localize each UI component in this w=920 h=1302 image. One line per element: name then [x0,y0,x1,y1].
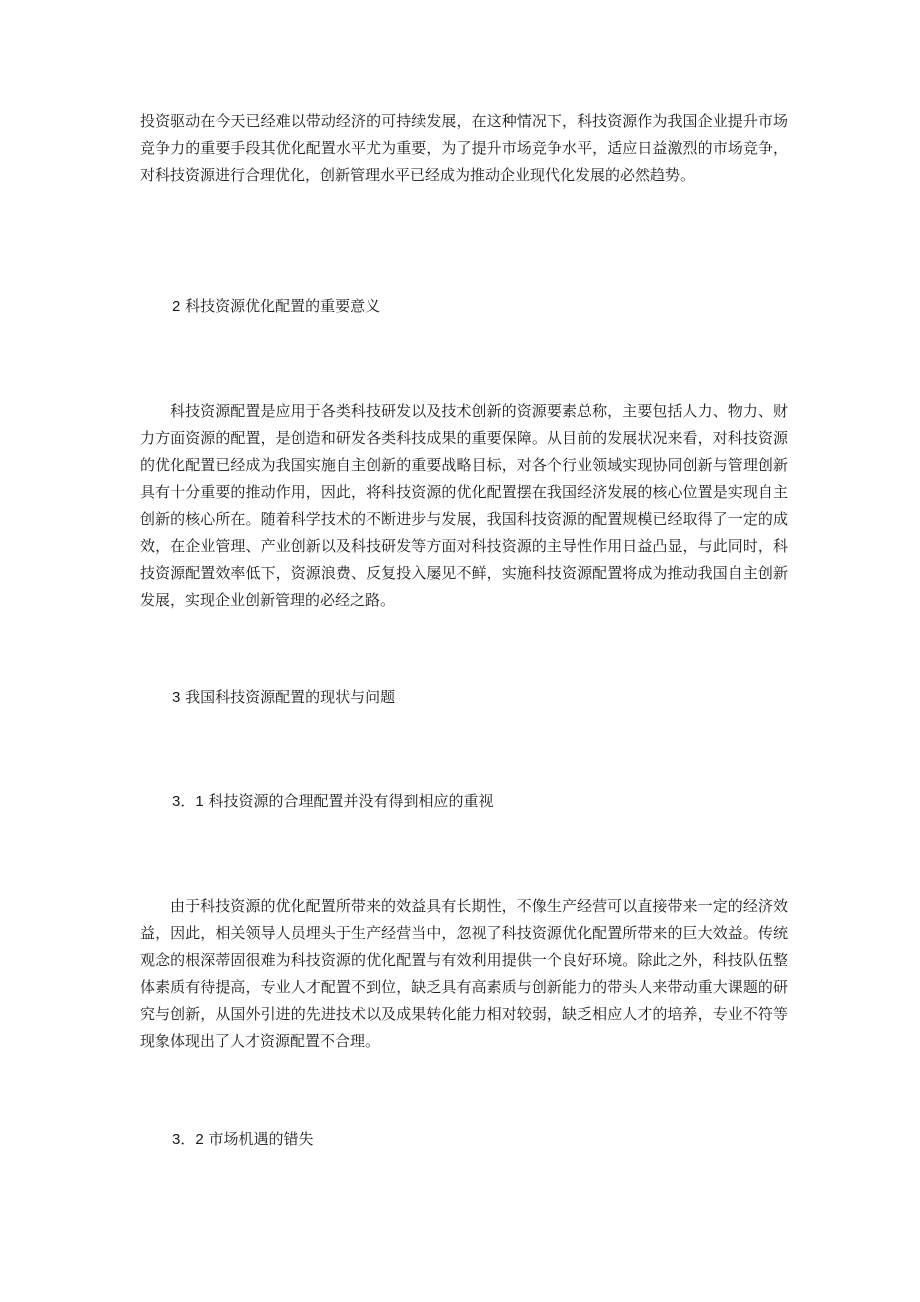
section-3-1-heading [172,791,493,812]
section-3-2-number: 3．2 [172,1131,204,1148]
section-2-title: 科技资源优化配置的重要意义 [185,297,381,315]
section-3-1-number: 3．1 [172,793,204,810]
section-3-2-heading [172,1129,313,1150]
section-2-paragraph: 科技资源配置是应用于各类科技研发以及技术创新的资源要素总称，主要包括人力、物力、财力方面资源的配置，是创造和研发各类科技成果的重要保障。从目前的发展状况来看，对科技资源的优化配置已经成为我国实施自主创新的重要战略目标，对各个行业领域实现协同创新与管理创新具有十分重要的推动作用，因此，将科技资源的优化配置摆在我国经济发展的核心位置是实现自主创新的核心所在。随着科学技术的不断进步与发展，我国科技资源的配置规模已经取得了一定的成效，在企业管理、产业创新以及科技研发等方面对科技资源的主导性作用日益凸显，与此同时，科技资源配置效率低下，资源浪费、反复投入屡见不鲜，实施科技资源配置将成为推动我国自主创新发展，实现企业创新管理的必经之路。 [140,402,788,609]
section-3-2-title: 市场机遇的错失 [208,1130,314,1148]
section-3-number: 3 [172,689,181,706]
section-3-title: 我国科技资源配置的现状与问题 [185,688,396,706]
section-3-heading [172,687,395,708]
section-3-1-paragraph: 由于科技资源的优化配置所带来的效益具有长期性，不像生产经营可以直接带来一定的经济效益，因此，相关领导人员埋头于生产经营当中，忽视了科技资源优化配置所带来的巨大效益。传统观念的根深蒂固很难为科技资源的优化配置与有效利用提供一个良好环境。除此之外，科技队伍整体素质有待提高，专业人才配置不到位，缺乏具有高素质与创新能力的带头人来带动重大课题的研究与创新，从国外引进的先进技术以及成果转化能力相对较弱，缺乏相应人才的培养，专业不符等现象体现出了人才资源配置不合理。 [140,897,788,1050]
section-3-1-title: 科技资源的合理配置并没有得到相应的重视 [208,792,494,810]
section-2-number: 2 [172,298,181,315]
section-2-heading [172,296,380,317]
intro-paragraph: 投资驱动在今天已经难以带动经济的可持续发展，在这种情况下，科技资源作为我国企业提升市场竞争力的重要手段其优化配置水平尤为重要，为了提升市场竞争水平，适应日益激烈的市场竞争，对科技资源进行合理优化，创新管理水平已经成为推动企业现代化发展的必然趋势。 [140,112,788,184]
